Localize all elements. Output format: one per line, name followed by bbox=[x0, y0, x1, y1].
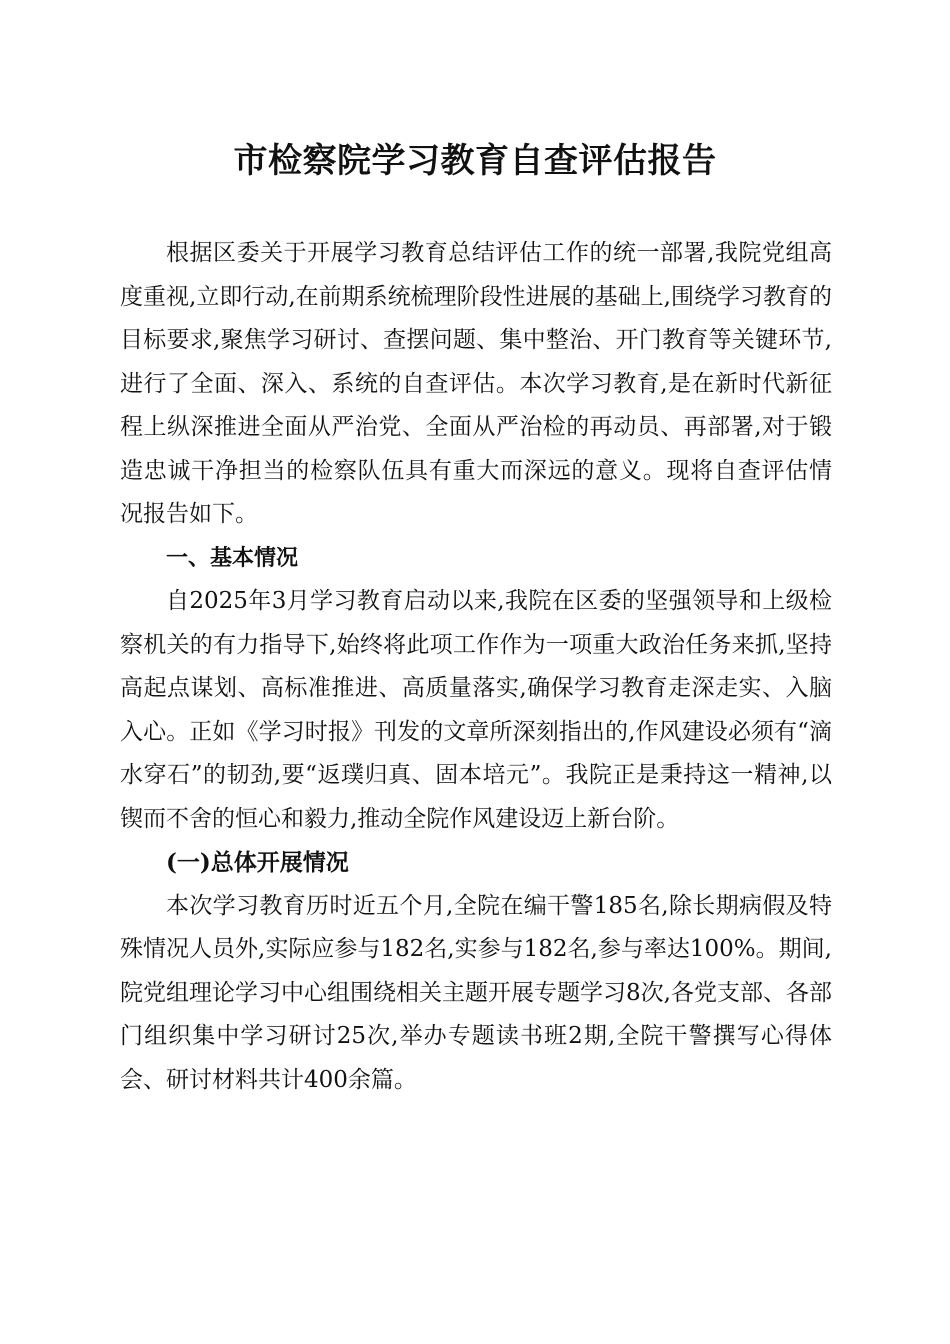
subsection-heading-overall: (一)总体开展情况 bbox=[166, 849, 349, 876]
document-title: 市检察院学习教育自查评估报告 bbox=[233, 141, 717, 181]
intro-paragraph: 根据区委关于开展学习教育总结评估工作的统一部署,我院党组高度重视,立即行动,在前期系统梳理阶段性进展的基础上,围绕学习教育的目标要求,聚焦学习研讨、查摆问题、集中整治、开门教育等关键环节,进行了全面、深入、系统的自查评估。本次学习教育,是在新时代新征程上纵深推进全面从严治党、全面从严治检的再动员、再部署,对于锻造忠诚干净担当的检察队伍具有重大而深远的意义。现将自查评估情况报告如下。 bbox=[120, 240, 832, 527]
subsection-paragraph-overall: 本次学习教育历时近五个月,全院在编干警185名,除长期病假及特殊情况人员外,实际应参与182名,实参与182名,参与率达100%。期间,院党组理论学习中心组围绕相关主题开展专题学习8次,各党支部、各部门组织集中学习研讨25次,举办专题读书班2期,全院干警撰写心得体会、研讨材料共计400余篇。 bbox=[120, 892, 832, 1093]
section-paragraph-basic-situation: 自2025年3月学习教育启动以来,我院在区委的坚强领导和上级检察机关的有力指导下,始终将此项工作作为一项重大政治任务来抓,坚持高起点谋划、高标准推进、高质量落实,确保学习教育走深走实、入脑入心。正如《学习时报》刊发的文章所深刻指出的,作风建设必须有“滴水穿石”的韧劲,要“返璞归真、固本培元”。我院正是秉持这一精神,以锲而不舍的恒心和毅力,推动全院作风建设迈上新台阶。 bbox=[120, 588, 832, 832]
document-body bbox=[120, 232, 832, 1102]
section-heading-basic-situation: 一、基本情况 bbox=[166, 545, 299, 571]
